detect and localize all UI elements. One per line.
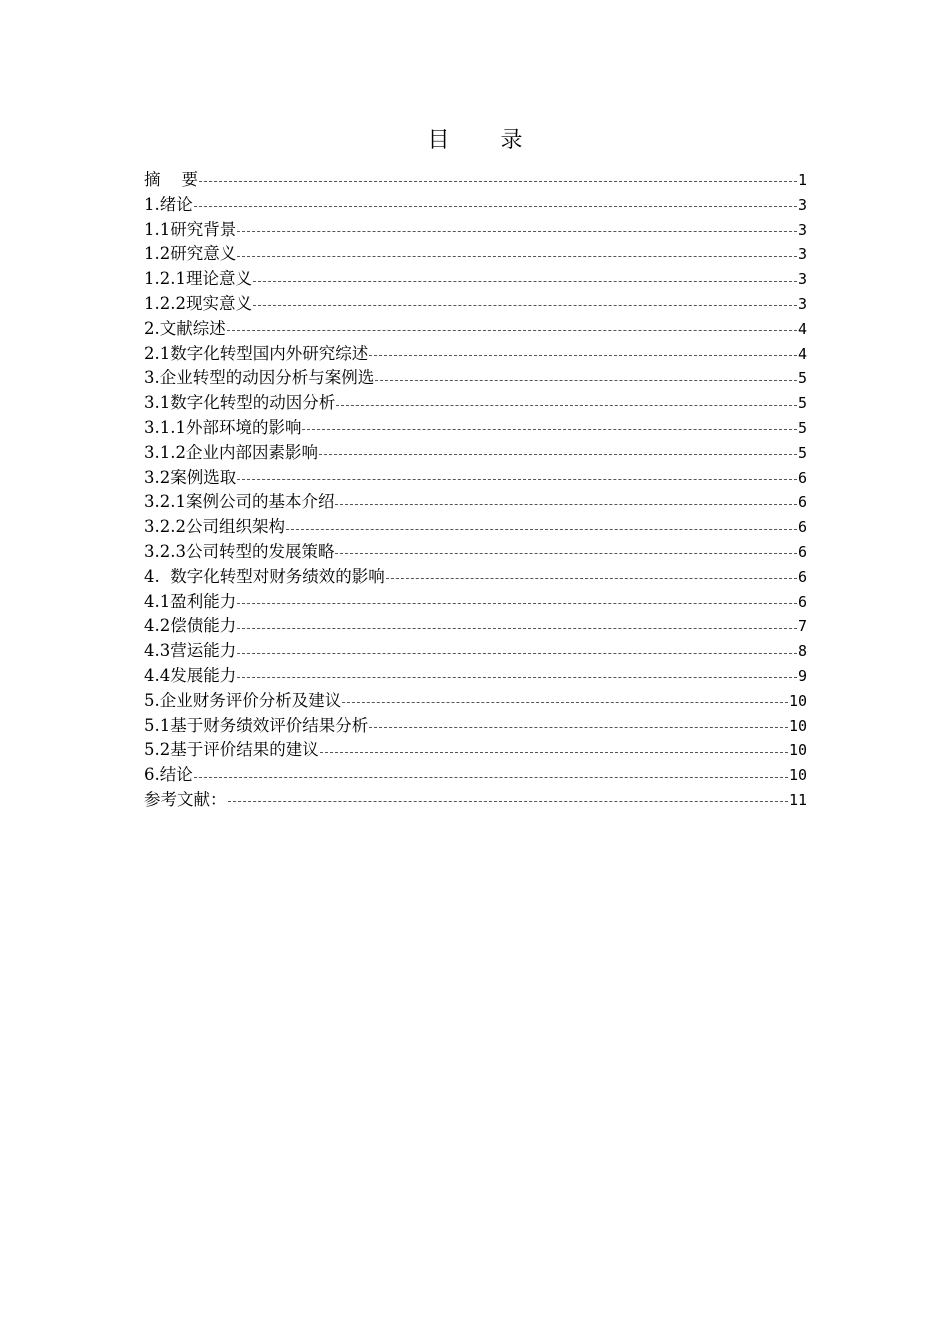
toc-entry[interactable] bbox=[144, 540, 807, 565]
toc-entry-label: 3.2.3公司转型的发展策略 bbox=[144, 541, 335, 561]
toc-dot-leader bbox=[336, 404, 797, 406]
toc-entry-label: 参考文献： bbox=[144, 789, 227, 809]
toc-entry-page-number: 6 bbox=[797, 542, 807, 561]
toc-dot-leader bbox=[237, 652, 797, 654]
toc-dot-leader bbox=[286, 528, 797, 530]
toc-entry[interactable] bbox=[144, 441, 807, 466]
toc-entry[interactable] bbox=[144, 267, 807, 292]
toc-entry-page-number: 6 bbox=[797, 592, 807, 611]
toc-dot-leader bbox=[342, 701, 788, 703]
toc-entry-page-number: 7 bbox=[797, 617, 807, 636]
toc-entry-label: 5.企业财务评价分析及建议 bbox=[144, 690, 342, 710]
toc-entry[interactable] bbox=[144, 614, 807, 639]
toc-dot-leader bbox=[253, 304, 797, 306]
toc-entry[interactable] bbox=[144, 391, 807, 416]
toc-entry-page-number: 3 bbox=[797, 195, 807, 214]
toc-entry-label: 1.2研究意义 bbox=[144, 244, 237, 264]
toc-dot-leader bbox=[335, 552, 796, 554]
toc-dot-leader bbox=[237, 478, 797, 480]
toc-title: 目 录 bbox=[427, 128, 545, 153]
toc-entry[interactable] bbox=[144, 317, 807, 342]
toc-entry-label: 3.1.2企业内部因素影响 bbox=[144, 442, 318, 462]
toc-entry[interactable] bbox=[144, 366, 807, 391]
toc-dot-leader bbox=[237, 230, 797, 232]
toc-entry-page-number: 6 bbox=[797, 493, 807, 512]
toc-dot-leader bbox=[237, 602, 797, 604]
toc-entry-page-number: 1 bbox=[797, 171, 807, 189]
toc-dot-leader bbox=[302, 428, 796, 430]
toc-entry-label: 3.2.2公司组织架构 bbox=[144, 517, 285, 537]
toc-entry-label: 1.2.1理论意义 bbox=[144, 269, 252, 289]
toc-entry[interactable] bbox=[144, 639, 807, 664]
toc-entry-page-number: 5 bbox=[797, 443, 807, 462]
toc-entry-page-number: 6 bbox=[797, 518, 807, 537]
toc-entry-page-number: 10 bbox=[788, 766, 807, 785]
toc-entry[interactable] bbox=[144, 292, 807, 317]
toc-entry-label: 3.2.1案例公司的基本介绍 bbox=[144, 492, 335, 512]
toc-dot-leader bbox=[369, 354, 797, 356]
toc-dot-leader bbox=[227, 329, 797, 331]
toc-entry-label: 3.企业转型的动因分析与案例选 bbox=[144, 368, 375, 388]
toc-entry-page-number: 9 bbox=[797, 666, 807, 685]
toc-entry[interactable] bbox=[144, 689, 807, 714]
toc-entry[interactable] bbox=[144, 565, 807, 590]
toc-entry[interactable] bbox=[144, 714, 807, 739]
toc-entry-page-number: 10 bbox=[788, 716, 807, 735]
toc-entry-label: 3.2案例选取 bbox=[144, 467, 237, 487]
toc-entry[interactable] bbox=[144, 193, 807, 218]
toc-entry-label: 4. 数字化转型对财务绩效的影响 bbox=[144, 566, 385, 586]
toc-entry-label: 5.2基于评价结果的建议 bbox=[144, 740, 319, 760]
toc-list bbox=[144, 168, 807, 813]
toc-entry-page-number: 5 bbox=[797, 369, 807, 388]
toc-entry-page-number: 11 bbox=[788, 790, 807, 809]
toc-dot-leader bbox=[319, 453, 797, 455]
toc-entry-page-number: 4 bbox=[797, 344, 807, 363]
toc-entry-page-number: 3 bbox=[797, 220, 807, 239]
toc-dot-leader bbox=[194, 205, 797, 207]
toc-dot-leader bbox=[375, 379, 797, 381]
toc-dot-leader bbox=[237, 627, 797, 629]
toc-entry-label: 5.1基于财务绩效评价结果分析 bbox=[144, 715, 369, 735]
toc-entry[interactable] bbox=[144, 788, 807, 813]
toc-entry-label: 3.1数字化转型的动因分析 bbox=[144, 393, 336, 413]
toc-dot-leader bbox=[228, 800, 788, 802]
toc-entry-label: 3.1.1外部环境的影响 bbox=[144, 417, 302, 437]
toc-entry-label: 1.2.2现实意义 bbox=[144, 293, 252, 313]
toc-entry[interactable] bbox=[144, 664, 807, 689]
toc-entry[interactable] bbox=[144, 466, 807, 491]
toc-dot-leader bbox=[386, 577, 797, 579]
toc-entry-page-number: 10 bbox=[788, 691, 807, 710]
toc-entry-page-number: 3 bbox=[797, 270, 807, 289]
toc-entry[interactable] bbox=[144, 342, 807, 367]
toc-entry-page-number: 3 bbox=[797, 294, 807, 313]
toc-entry[interactable] bbox=[144, 590, 807, 615]
toc-entry-label: 4.1盈利能力 bbox=[144, 591, 237, 611]
toc-entry[interactable] bbox=[144, 416, 807, 441]
toc-entry[interactable] bbox=[144, 738, 807, 763]
toc-entry-label: 1.1研究背景 bbox=[144, 219, 237, 239]
toc-dot-leader bbox=[237, 676, 797, 678]
toc-entry[interactable] bbox=[144, 490, 807, 515]
toc-entry-page-number: 10 bbox=[788, 741, 807, 760]
toc-entry[interactable] bbox=[144, 168, 807, 193]
toc-dot-leader bbox=[199, 180, 797, 182]
toc-entry-label: 2.1数字化转型国内外研究综述 bbox=[144, 343, 369, 363]
toc-entry[interactable] bbox=[144, 763, 807, 788]
toc-entry-label: 2.文献综述 bbox=[144, 318, 226, 338]
toc-entry-page-number: 8 bbox=[797, 642, 807, 661]
toc-entry-label: 摘 要 bbox=[144, 170, 198, 189]
toc-entry-page-number: 3 bbox=[797, 245, 807, 264]
toc-entry-label: 1.绪论 bbox=[144, 194, 193, 214]
toc-entry-label: 4.2偿债能力 bbox=[144, 616, 237, 636]
toc-entry[interactable] bbox=[144, 515, 807, 540]
toc-entry[interactable] bbox=[144, 242, 807, 267]
toc-dot-leader bbox=[320, 751, 788, 753]
toc-entry-label: 4.3营运能力 bbox=[144, 641, 237, 661]
toc-entry[interactable] bbox=[144, 218, 807, 243]
toc-dot-leader bbox=[369, 726, 788, 728]
toc-entry-page-number: 6 bbox=[797, 567, 807, 586]
toc-entry-page-number: 4 bbox=[797, 319, 807, 338]
toc-entry-page-number: 5 bbox=[797, 418, 807, 437]
toc-dot-leader bbox=[335, 503, 796, 505]
toc-dot-leader bbox=[194, 776, 788, 778]
toc-entry-page-number: 6 bbox=[797, 468, 807, 487]
toc-dot-leader bbox=[237, 255, 797, 257]
toc-entry-label: 4.4发展能力 bbox=[144, 665, 237, 685]
toc-entry-page-number: 5 bbox=[797, 394, 807, 413]
toc-entry-label: 6.结论 bbox=[144, 765, 193, 785]
toc-dot-leader bbox=[253, 280, 797, 282]
